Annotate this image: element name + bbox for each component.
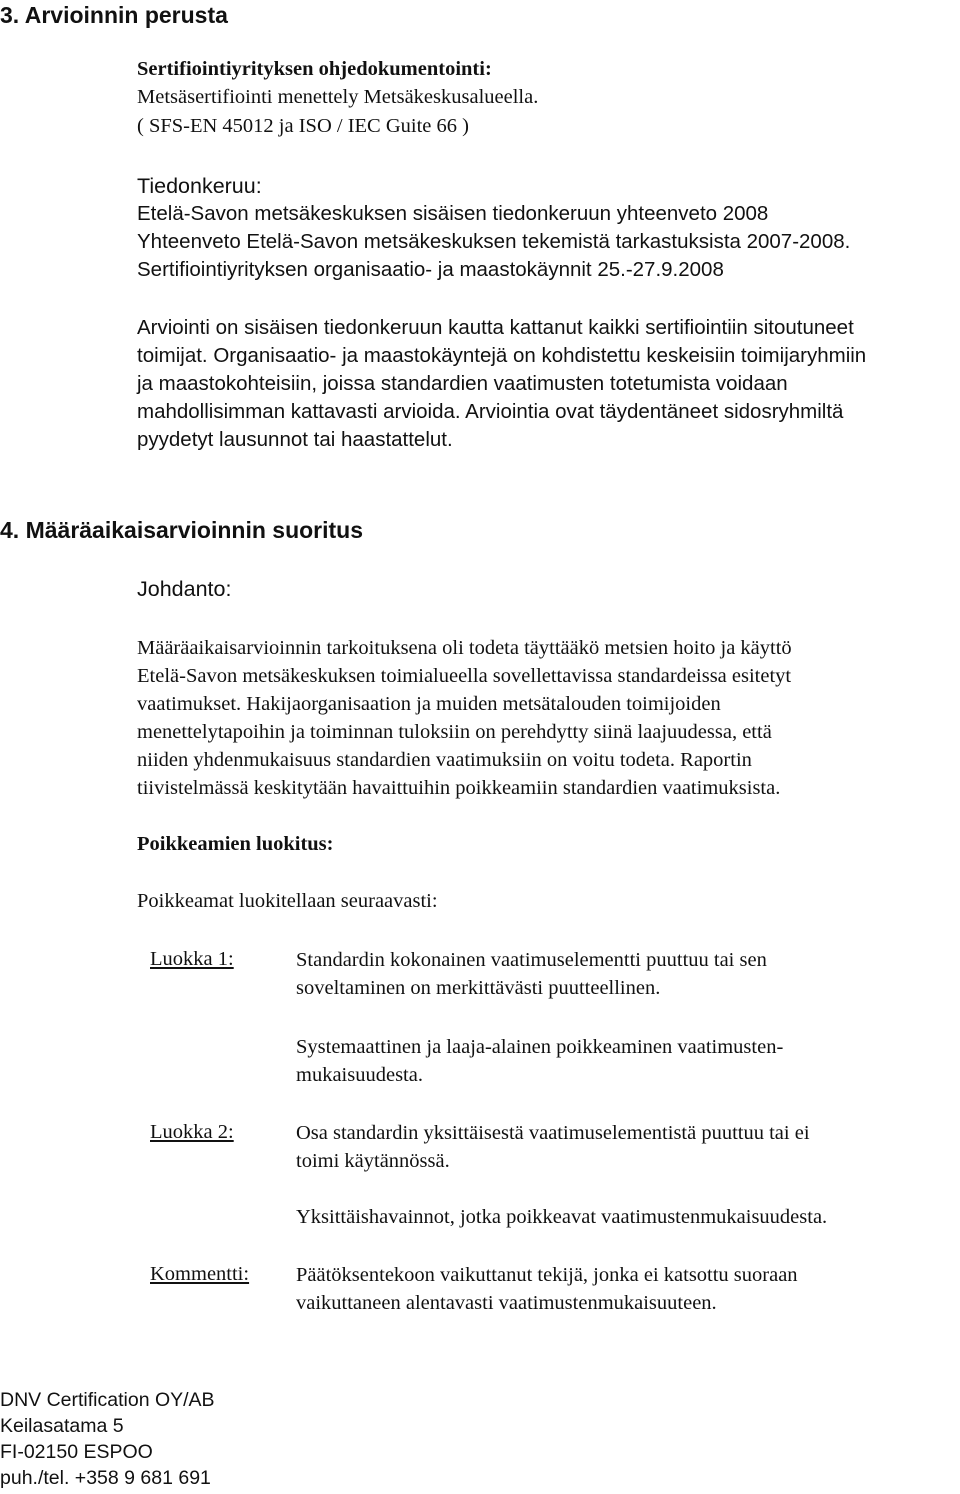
class-1-description: Standardin kokonainen vaatimuselementti puuttuu tai sen soveltaminen on merkittävästi puutteellinen. (296, 949, 767, 999)
paragraph-line: menettelytapoihin ja toiminnan tuloksiin on perehdytty siinä laajuudessa, että (137, 721, 772, 743)
collection-line-3: Sertifiointiyrityksen organisaatio- ja maastokäynnit 25.-27.9.2008 (137, 258, 724, 281)
collection-line-2: Yhteenveto Etelä-Savon metsäkeskuksen tekemistä tarkastuksista 2007-2008. (137, 230, 851, 253)
docs-line-1: Metsäsertifiointi menettely Metsäkeskusalueella. (137, 86, 539, 108)
footer-postal: FI-02150 ESPOO (0, 1441, 153, 1463)
footer-address (0, 1387, 215, 1491)
paragraph-line: ja maastokohteisiin, joissa standardien vaatimusten totetumista voidaan (137, 372, 788, 395)
intro-paragraph (137, 634, 792, 802)
footer-street: Keilasatama 5 (0, 1415, 124, 1437)
section-3-paragraph (137, 314, 866, 454)
paragraph-line: vaatimukset. Hakijaorganisaation ja muiden metsätalouden toimijoiden (137, 693, 721, 715)
docs-line-2: ( SFS-EN 45012 ja ISO / IEC Guite 66 ) (137, 115, 469, 137)
paragraph-line: mahdollisimman kattavasti arvioida. Arviointia ovat täydentäneet sidosryhmiltä (137, 400, 844, 423)
paragraph-line: Määräaikaisarvioinnin tarkoituksena oli todeta täyttääkö metsien hoito ja käyttö (137, 637, 792, 659)
collection-label: Tiedonkeruu: (137, 174, 262, 198)
docs-label: Sertifiointiyrityksen ohjedokumentointi: (137, 58, 492, 80)
paragraph-line: niiden yhdenmukaisuus standardien vaatimuksiin on voitu todeta. Raportin (137, 749, 752, 771)
footer-phone: puh./tel. +358 9 681 691 (0, 1467, 211, 1489)
comment-label: Kommentti: (150, 1263, 250, 1285)
section-4-heading: 4. Määräaikaisarvioinnin suoritus (0, 517, 364, 543)
paragraph-line: toimijat. Organisaatio- ja maastokäyntejä on kohdistettu keskeisiin toimijaryhmiin (137, 344, 867, 367)
collection-line-1: Etelä-Savon metsäkeskuksen sisäisen tiedonkeruun yhteenveto 2008 (137, 202, 769, 225)
intro-label: Johdanto: (137, 577, 232, 601)
class-2-description-2: Yksittäishavainnot, jotka poikkeavat vaatimustenmukaisuudesta. (296, 1206, 828, 1228)
paragraph-line: Arviointi on sisäisen tiedonkeruun kautta kattanut kaikki sertifiointiin sitoutuneet (137, 316, 854, 339)
paragraph-line: Etelä-Savon metsäkeskuksen toimialueella sovellettavissa standardeissa esitetyt (137, 665, 792, 687)
footer-company: DNV Certification OY/AB (0, 1389, 215, 1411)
class-2-label: Luokka 2: (150, 1121, 234, 1143)
class-1-label: Luokka 1: (150, 948, 234, 970)
comment-description: Päätöksentekoon vaikuttanut tekijä, jonka ei katsottu suoraan vaikuttaneen alentavasti vaatimustenmukaisuuteen. (296, 1264, 798, 1314)
classification-intro: Poikkeamat luokitellaan seuraavasti: (137, 890, 438, 912)
class-2-description: Osa standardin yksittäisestä vaatimuselementistä puuttuu tai ei toimi käytännössä. (296, 1122, 810, 1172)
paragraph-line: pyydetyt lausunnot tai haastattelut. (137, 428, 453, 451)
classification-label: Poikkeamien luokitus: (137, 833, 334, 855)
section-3-heading: 3. Arvioinnin perusta (0, 2, 228, 28)
class-1-description-2: Systemaattinen ja laaja-alainen poikkeaminen vaatimusten- mukaisuudesta. (296, 1036, 784, 1086)
paragraph-line: tiivistelmässä keskitytään havaittuihin poikkeamiin standardien vaatimuksista. (137, 777, 781, 799)
